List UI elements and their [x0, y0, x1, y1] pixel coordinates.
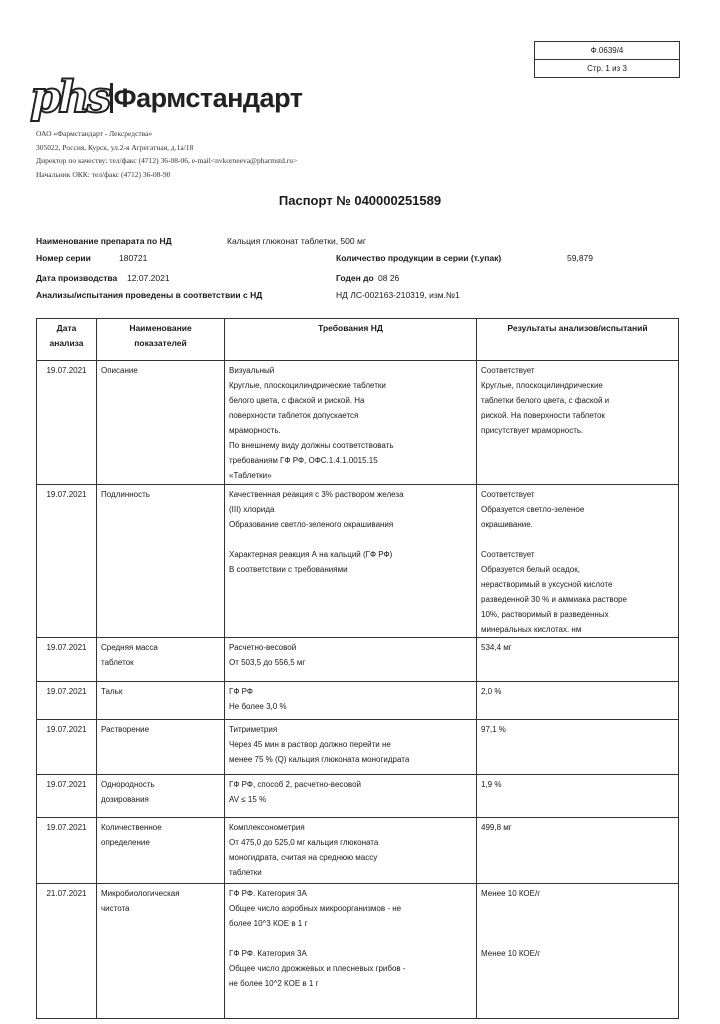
cell-requirement: [225, 682, 477, 720]
cell-result-line: Менее 10 КОЕ/г: [481, 889, 541, 898]
cell-result-line: Круглые, плоскоцилиндрические: [481, 381, 603, 390]
cell-result-line: разведенной 30 % и аммиака растворе: [481, 595, 627, 604]
cell-date: 19.07.2021: [37, 775, 97, 818]
cell-requirement-line: Расчетно-весовой: [229, 643, 297, 652]
cell-indicator-line: Подлинность: [101, 490, 150, 499]
cell-indicator: [97, 720, 225, 775]
form-code-box: [534, 41, 680, 78]
cell-requirement: [225, 485, 477, 638]
cell-requirement-line: ГФ РФ, способ 2, расчетно-весовой: [229, 780, 362, 789]
table-row: [37, 775, 679, 818]
cell-result: [477, 775, 679, 818]
cell-requirement-line: требованиям ГФ РФ, ОФС.1.4.1.0015.15: [229, 456, 378, 465]
table-header-row: [37, 319, 679, 361]
company-name: ОАО «Фармстандарт - Лексредства»: [36, 129, 153, 138]
header-results: Результаты анализов/испытаний: [477, 319, 679, 361]
cell-result-line: Соответствует: [481, 366, 535, 375]
table-row: [37, 720, 679, 775]
cell-result: [477, 720, 679, 775]
table-row: [37, 884, 679, 1019]
series-value: 180721: [119, 253, 148, 263]
cell-requirement-line: менее 75 % (Q) кальция глюконата моногидрата: [229, 755, 410, 764]
cell-requirement-line: По внешнему виду должны соответствовать: [229, 441, 394, 450]
cell-requirement: [225, 361, 477, 485]
cell-requirement-line: таблетки: [229, 868, 262, 877]
cell-requirement-line: [229, 532, 472, 547]
table-row: [37, 818, 679, 884]
cell-requirement-line: ГФ РФ. Категория 3А: [229, 889, 307, 898]
cell-indicator-line: Микробиологическая: [101, 889, 180, 898]
cell-requirement-line: В соответствии с требованиями: [229, 565, 348, 574]
cell-result-line: Образуется светло-зеленое: [481, 505, 585, 514]
cell-requirement: [225, 720, 477, 775]
table-row: [37, 638, 679, 682]
cell-requirement-line: Комплексонометрия: [229, 823, 305, 832]
cell-requirement-line: (III) хлорида: [229, 505, 275, 514]
cell-result-line: [481, 916, 674, 931]
cell-result-line: 534,4 мг: [481, 643, 512, 652]
cell-indicator-line: Растворение: [101, 725, 150, 734]
cell-requirement-line: ГФ РФ. Категория 3А: [229, 949, 307, 958]
cell-date: 19.07.2021: [37, 361, 97, 485]
cell-result-line: окрашивание.: [481, 520, 533, 529]
cell-result-line: 2,0 %: [481, 687, 502, 696]
cell-result-line: таблетки белого цвета, с фаской и: [481, 396, 610, 405]
cell-result-line: Образуется белый осадок,: [481, 565, 580, 574]
cell-requirement-line: Образование светло-зеленого окрашивания: [229, 520, 394, 529]
cell-requirement-line: Не более 3,0 %: [229, 702, 287, 711]
cell-requirement-line: белого цвета, с фаской и риской. На: [229, 396, 365, 405]
cell-requirement-line: Характерная реакция А на кальций (ГФ РФ): [229, 550, 393, 559]
cell-indicator-line: чистота: [101, 904, 130, 913]
cell-requirement-line: [229, 931, 472, 946]
cell-requirement-line: более 10^3 КОЕ в 1 г: [229, 919, 308, 928]
cell-indicator-line: Средняя масса: [101, 643, 158, 652]
cell-result: [477, 361, 679, 485]
cell-requirement-line: мраморность.: [229, 426, 281, 435]
cell-requirement-line: Общее число дрожжевых и плесневых грибов -: [229, 964, 406, 973]
header-date: Дата анализа: [37, 319, 97, 361]
cell-result: [477, 485, 679, 638]
cell-result-line: 499,8 мг: [481, 823, 512, 832]
cell-indicator-line: Однородность: [101, 780, 155, 789]
product-value: Кальция глюконат таблетки, 500 мг: [227, 236, 366, 246]
logo-mark: phs: [30, 72, 109, 123]
cell-result: [477, 682, 679, 720]
cell-result-line: Менее 10 КОЕ/г: [481, 949, 541, 958]
cell-requirement: [225, 775, 477, 818]
cell-requirement-line: Круглые, плоскоцилиндрические таблетки: [229, 381, 386, 390]
company-address: 305022, Россия, Курск, ул.2-я Агрегатная, д.1а/18: [36, 142, 194, 152]
cell-result-line: Соответствует: [481, 490, 535, 499]
table-row: [37, 485, 679, 638]
form-code: Ф.0639/4: [590, 46, 624, 55]
cell-result: [477, 638, 679, 682]
cell-result-line: риской. На поверхности таблеток: [481, 411, 605, 420]
cell-date: 19.07.2021: [37, 638, 97, 682]
cell-indicator-line: Тальк: [101, 687, 123, 696]
cell-requirement-line: Через 45 мин в раствор должно перейти не: [229, 740, 391, 749]
cell-requirement-line: Титриметрия: [229, 725, 278, 734]
cell-date: 19.07.2021: [37, 720, 97, 775]
tests-label: Анализы/испытания проведены в соответствии с НД: [36, 290, 263, 300]
cell-requirement-line: моногидрата, считая на среднюю массу: [229, 853, 378, 862]
cell-result-line: минеральных кислотах. нм: [481, 625, 582, 634]
cell-result-line: нерастворимый в уксусной кислоте: [481, 580, 613, 589]
page-counter: Стр. 1 из 3: [535, 59, 679, 77]
cell-result: [477, 818, 679, 884]
cell-requirement: [225, 884, 477, 1019]
cell-requirement: [225, 818, 477, 884]
quality-director-contact: Директор по качеству: тел/факс (4712) 36-08-06, e-mail<nvkorneeva@pharmstd.ru>: [36, 156, 298, 165]
header-indicator: Наименование показателей: [97, 319, 225, 361]
production-date-label: Дата производства: [36, 273, 118, 283]
cell-indicator-line: Количественное: [101, 823, 162, 832]
cell-result-line: [481, 532, 674, 547]
quantity-label: Количество продукции в серии (т.упак): [336, 253, 502, 263]
tests-value: НД ЛС-002163-210319, изм.№1: [336, 290, 460, 300]
cell-requirement-line: ГФ РФ: [229, 687, 253, 696]
table-row: [37, 361, 679, 485]
analysis-table: [36, 318, 679, 1019]
company-logo: [30, 72, 303, 123]
cell-date: 19.07.2021: [37, 682, 97, 720]
cell-result-line: 10%, растворимый в разведенных: [481, 610, 609, 619]
cell-date: 21.07.2021: [37, 884, 97, 1019]
logo-name: Фармстандарт: [113, 82, 303, 113]
qc-head-contact: Начальник ОКК: тел/факс (4712) 36-08-90: [36, 169, 171, 179]
cell-indicator-line: Описание: [101, 366, 138, 375]
company-info: [36, 127, 297, 181]
cell-result-line: 97,1 %: [481, 725, 506, 734]
cell-indicator: [97, 361, 225, 485]
expiry-label: Годен до: [336, 273, 374, 283]
cell-indicator: [97, 638, 225, 682]
expiry-value: 08 26: [378, 273, 400, 283]
header-requirements: Требования НД: [225, 319, 477, 361]
production-date-value: 12.07.2021: [127, 273, 170, 283]
quantity-value: 59,879: [567, 253, 593, 263]
cell-indicator: [97, 485, 225, 638]
cell-indicator: [97, 884, 225, 1019]
cell-requirement-line: От 475,0 до 525,0 мг кальция глюконата: [229, 838, 379, 847]
cell-indicator-line: дозирования: [101, 795, 149, 804]
cell-result-line: 1,9 %: [481, 780, 502, 789]
cell-requirement-line: AV ≤ 15 %: [229, 795, 267, 804]
cell-requirement-line: Общее число аэробных микроорганизмов - не: [229, 904, 402, 913]
cell-date: 19.07.2021: [37, 818, 97, 884]
cell-requirement-line: не более 10^2 КОЕ в 1 г: [229, 979, 319, 988]
page-title: Паспорт № 040000251589: [278, 193, 442, 208]
cell-requirement-line: От 503,5 до 556,5 мг: [229, 658, 306, 667]
series-label: Номер серии: [36, 253, 91, 263]
cell-indicator: [97, 682, 225, 720]
cell-indicator-line: таблеток: [101, 658, 134, 667]
cell-requirement-line: поверхности таблеток допускается: [229, 411, 359, 420]
cell-result-line: присутствует мраморность.: [481, 426, 584, 435]
table-row: [37, 682, 679, 720]
cell-result-line: [481, 901, 674, 916]
cell-requirement-line: «Таблетки»: [229, 471, 272, 480]
cell-date: 19.07.2021: [37, 485, 97, 638]
cell-requirement: [225, 638, 477, 682]
logo-divider: [110, 83, 113, 113]
cell-result: [477, 884, 679, 1019]
cell-indicator: [97, 775, 225, 818]
product-label: Наименование препарата по НД: [36, 236, 172, 246]
cell-indicator-line: определение: [101, 838, 150, 847]
cell-result-line: Соответствует: [481, 550, 535, 559]
cell-result-line: [481, 931, 674, 946]
cell-requirement-line: Визуальный: [229, 366, 275, 375]
cell-requirement-line: Качественная реакция с 3% раствором железа: [229, 490, 404, 499]
cell-indicator: [97, 818, 225, 884]
